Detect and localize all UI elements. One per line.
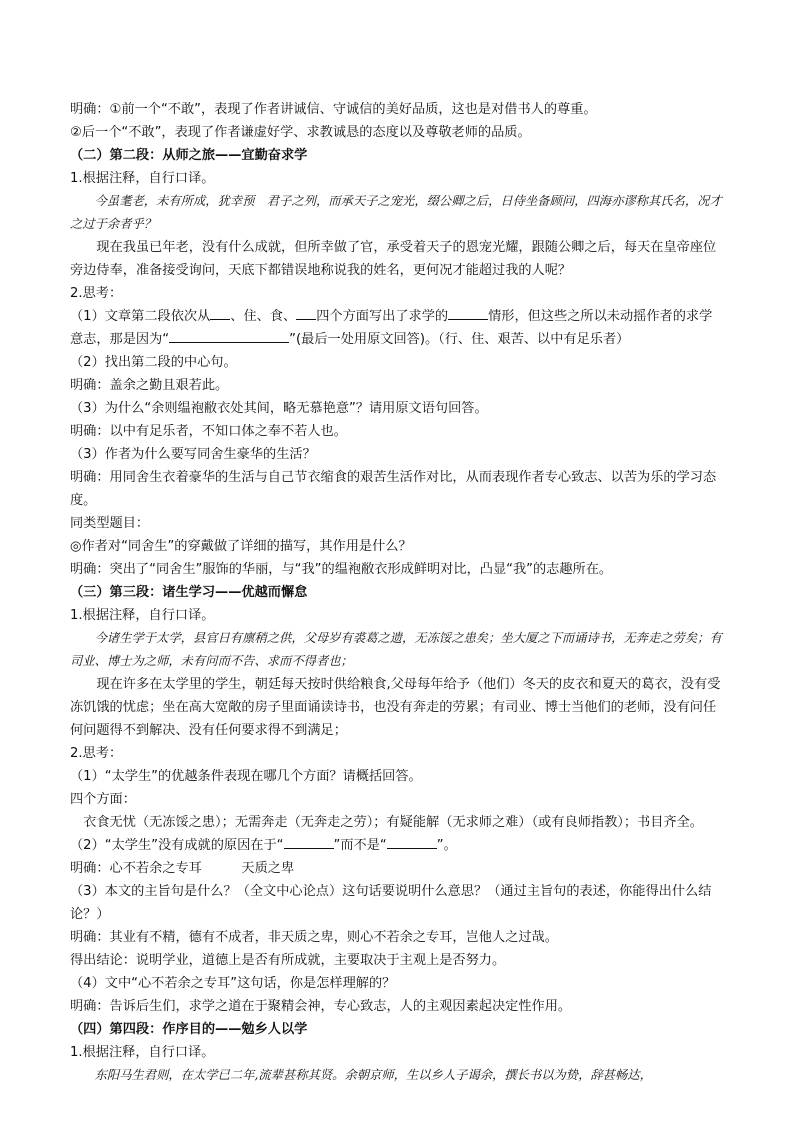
question-line: （2）找出第二段的中心句。 [70, 355, 237, 370]
instruction-line: 1.根据注释，自行口译。 [70, 1045, 215, 1060]
question-fill-blank: （2）“太学生”没有成就的原因在于“ ”而不是“ ”。 [70, 834, 724, 857]
answer-blank[interactable] [284, 835, 334, 849]
instruction-line: 2.思考： [70, 286, 123, 301]
translation-paragraph: 现在许多在太学里的学生，朝廷每天按时供给粮食,父母每年给予（他们）冬天的皮衣和夏天的葛衣，没有受冻饥饿的忧虑；坐在高大宽敞的房子里面诵读诗书，也没有奔走的劳累；有司业、博士当他们的老师，没有问任何问题得不到解决、没有任何要求得不到满足； [70, 677, 721, 738]
answer-line: ②后一个“不敢”，表现了作者谦虚好学、求教诚恳的态度以及尊敬老师的品质。 [70, 125, 531, 140]
question-line: （3）为什么“余则缊袍敝衣处其间，略无慕艳意”？请用原文语句回答。 [70, 401, 488, 416]
classical-text: 今虽耄老，未有所成，犹幸预 君子之列，而承天子之宠光，缀公卿之后，日侍坐备顾问，四海亦谬称其氏名，况才之过于余者乎？ [70, 194, 722, 231]
answer-line: 明确：以中有足乐者，不知口体之奉不若人也。 [70, 424, 347, 439]
section-heading: （二）第二段：从师之旅——宜勤奋求学 [70, 148, 308, 163]
answer-blank[interactable] [169, 329, 289, 343]
answer-blank[interactable] [210, 306, 230, 320]
answer-blank[interactable] [448, 306, 488, 320]
answer-line: 明确：心不若余之专耳 天质之卑 [70, 861, 295, 876]
answer-line: 四个方面： [70, 792, 136, 807]
classical-text: 东阳马生君则，在太学已二年,流辈甚称其贤。余朝京师，生以乡人子谒余，撰长书以为贽，辞甚畅达， [94, 1068, 652, 1082]
instruction-line: 1.根据注释，自行口译。 [70, 171, 215, 186]
answer-line: 明确：告诉后生们，求学之道在于聚精会神，专心致志，人的主观因素起决定性作用。 [70, 999, 572, 1014]
classical-text: 今诸生学于太学，县官日有廪稍之供，父母岁有裘葛之遗，无冻馁之患矣；坐大厦之下而诵诗书，无奔走之劳矣；有司业、博士为之师，未有问而不告、求而不得者也； [70, 631, 722, 668]
answer-line: 明确：①前一个“不敢”，表现了作者讲诚信、守诚信的美好品质，这也是对借书人的尊重。 [70, 102, 597, 117]
answer-blank[interactable] [387, 835, 437, 849]
answer-line: 明确：盖余之勤且艰若此。 [70, 378, 229, 393]
answer-line: 明确：其业有不精，德有不成者，非天质之卑，则心不若余之专耳，岂他人之过哉。 [70, 930, 558, 945]
answer-line: 明确：突出了“同舍生”服饰的华丽，与“我”的缊袍敝衣形成鲜明对比，凸显“我”的志趣所在。 [70, 562, 613, 577]
question-line: （3）本文的主旨句是什么？（全文中心论点）这句话要说明什么意思？（通过主旨句的表述，你能得出什么结论？） [70, 884, 712, 922]
section-heading: （四）第四段：作序目的——勉乡人以学 [70, 1022, 308, 1037]
answer-blank[interactable] [296, 306, 316, 320]
instruction-line: 1.根据注释，自行口译。 [70, 608, 215, 623]
subheading-line: 同类型题目： [70, 516, 150, 531]
question-line: ◎作者对“同舍生”的穿戴做了详细的描写，其作用是什么？ [70, 539, 412, 554]
answer-line: 衣食无忧（无冻馁之患）；无需奔走（无奔走之劳）；有疑能解（无求师之难）（或有良师指教）；书目齐全。 [83, 815, 703, 830]
question-line: （1）“太学生”的优越条件表现在哪几个方面？请概括回答。 [70, 769, 422, 784]
question-line: （3）作者为什么要写同舍生豪华的生活？ [70, 447, 316, 462]
document-body [70, 98, 724, 1087]
translation-paragraph: 现在我虽已年老，没有什么成就，但所幸做了官，承受着天子的恩宠光耀，跟随公卿之后，每天在皇帝座位旁边侍奉，准备接受询问，天底下都错误地称说我的姓名，更何况才能超过我的人呢？ [70, 240, 717, 278]
question-fill-blank: （1）文章第二段依次从 、住、食、 四个方面写出了求学的 情形，但这些之所以未动摇作者的求学意志，那是因为“ ”(最后一处用原文回答)。（行、住、艰苦、以中有足乐者） [70, 305, 724, 351]
section-heading: （三）第三段：诸生学习——优越而懈怠 [70, 585, 308, 600]
answer-line: 明确：用同舍生衣着豪华的生活与自己节衣缩食的艰苦生活作对比，从而表现作者专心致志、以苦为乐的学习态度。 [70, 470, 717, 508]
question-line: （4）文中“心不若余之专耳”这句话，你是怎样理解的？ [70, 976, 396, 991]
instruction-line: 2.思考： [70, 746, 123, 761]
answer-line: 得出结论：说明学业，道德上是否有所成就，主要取决于主观上是否努力。 [70, 953, 506, 968]
